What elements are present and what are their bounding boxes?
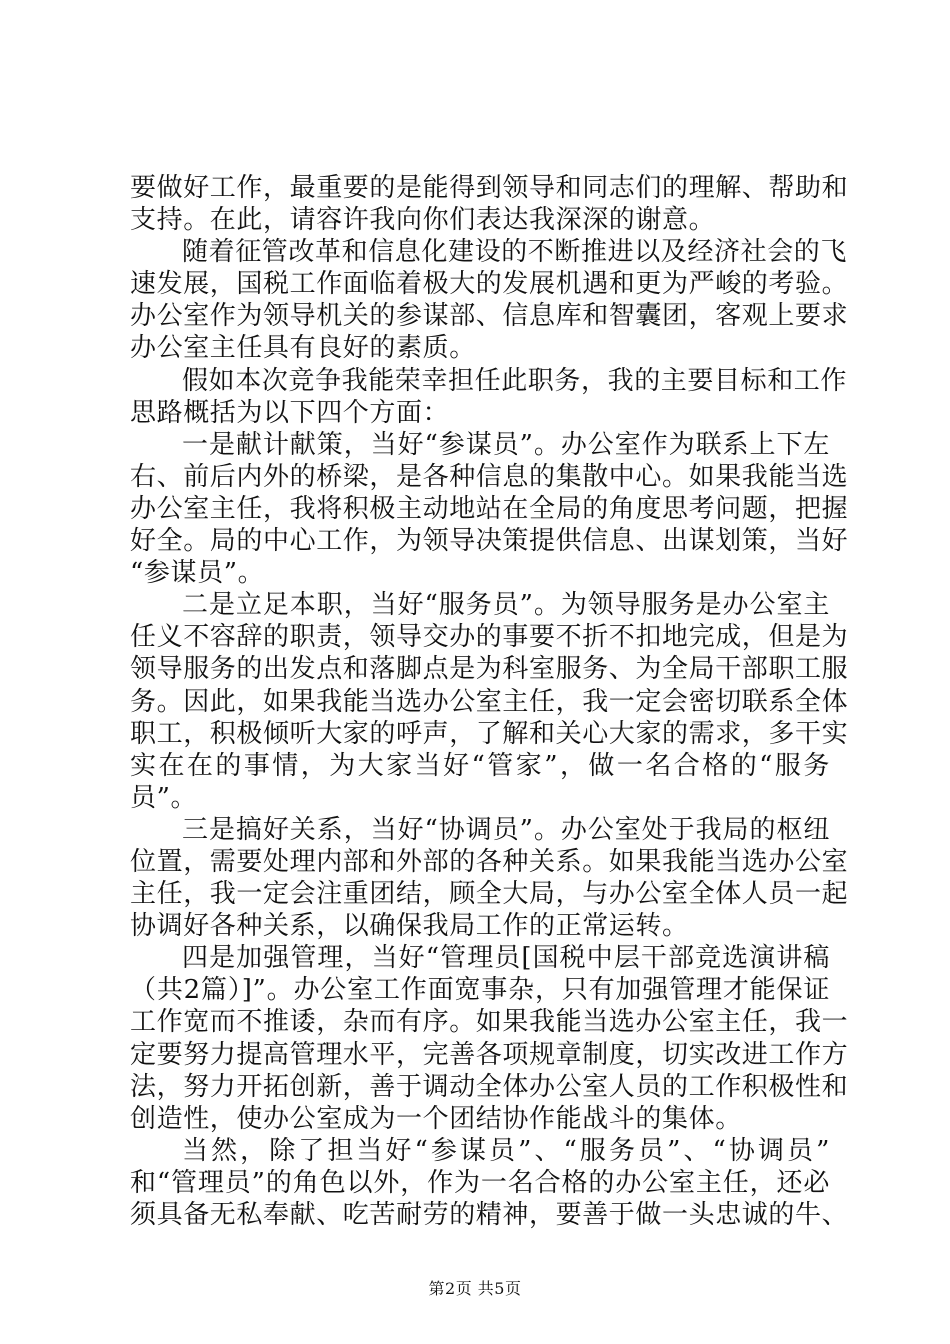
text-line: 二是立足本职，当好“服务员”。为领导服务是办公室主 — [182, 590, 830, 621]
text-line: 当然，除了担当好“参谋员”、“服务员”、“协调员” — [182, 1135, 830, 1166]
text-line: 支持。在此，请容许我向你们表达我深深的谢意。 — [130, 205, 716, 236]
text-line: 须具备无私奉献、吃苦耐劳的精神，要善于做一头忠诚的牛、 — [130, 1200, 849, 1230]
text-line: 要做好工作，最重要的是能得到领导和同志们的理解、帮助和 — [130, 173, 849, 203]
text-line: 工作宽而不推诿，杂而有序。如果我能当选办公室主任，我一 — [130, 1007, 849, 1038]
text-line: 创造性，使办公室成为一个团结协作能战斗的集体。 — [130, 1103, 742, 1134]
text-line: 领导服务的出发点和落脚点是为科室服务、为全局干部职工服 — [130, 654, 849, 685]
text-line: 办公室主任，我将积极主动地站在全局的角度思考问题，把握 — [130, 493, 849, 524]
text-line: 思路概括为以下四个方面： — [130, 397, 450, 428]
text-line: 速发展，国税工作面临着极大的发展机遇和更为严峻的考验。 — [130, 269, 849, 300]
text-line: 右、前后内外的桥梁，是各种信息的集散中心。如果我能当选 — [130, 461, 849, 492]
document-body — [130, 172, 849, 1231]
text-line: 位置，需要处理内部和外部的各种关系。如果我能当选办公室 — [130, 846, 849, 877]
text-line: 好全。局的中心工作，为领导决策提供信息、出谋划策，当好 — [130, 526, 849, 557]
text-line: 一是献计献策，当好“参谋员”。办公室作为联系上下左 — [182, 429, 830, 460]
text-line: 办公室作为领导机关的参谋部、信息库和智囊团，客观上要求 — [130, 301, 849, 332]
text-line: 主任，我一定会注重团结，顾全大局，与办公室全体人员一起 — [130, 879, 849, 910]
text-line: 务。因此，如果我能当选办公室主任，我一定会密切联系全体 — [130, 686, 849, 717]
text-line: “参谋员”。 — [130, 558, 265, 589]
text-line: 和“管理员”的角色以外，作为一名合格的办公室主任，还必 — [130, 1167, 830, 1198]
text-line: 法，努力开拓创新，善于调动全体办公室人员的工作积极性和 — [130, 1071, 849, 1102]
text-line: 员”。 — [130, 782, 198, 813]
text-line: 四是加强管理，当好“管理员[国税中层干部竞选演讲稿 — [182, 943, 830, 974]
page-footer: 第2页 共5页 — [428, 1279, 522, 1298]
text-line: 办公室主任具有良好的素质。 — [130, 333, 476, 364]
text-line: 假如本次竞争我能荣幸担任此职务，我的主要目标和工作 — [182, 365, 848, 396]
text-line: 三是搞好关系，当好“协调员”。办公室处于我局的枢纽 — [182, 814, 830, 845]
text-line: 实在在的事情，为大家当好“管家”，做一名合格的“服务 — [130, 750, 830, 781]
text-line: 定要努力提高管理水平，完善各项规章制度，切实改进工作方 — [130, 1039, 849, 1070]
text-line: 职工，积极倾听大家的呼声，了解和关心大家的需求，多干实 — [130, 718, 849, 749]
text-line: 随着征管改革和信息化建设的不断推进以及经济社会的飞 — [182, 237, 848, 268]
text-line: 协调好各种关系，以确保我局工作的正常运转。 — [130, 911, 689, 942]
text-line: （共2篇）]”。办公室工作面宽事杂，只有加强管理才能保证 — [130, 975, 830, 1006]
text-line: 任义不容辞的职责，领导交办的事要不折不扣地完成，但是为 — [130, 622, 849, 653]
